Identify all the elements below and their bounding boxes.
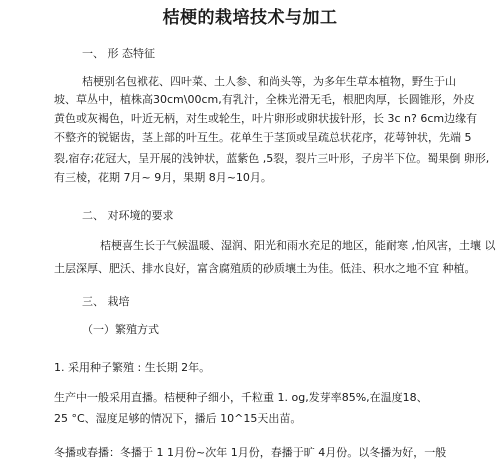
paragraph-line: 1. 采用种子繁殖 : 生长期 2年。: [54, 361, 211, 374]
section-heading-morphology: 一、 形 态特征: [82, 47, 155, 60]
paragraph-line: 黄色或灰褐色，叶近无柄，对生或轮生，叶片卵形或卵状拔针形，长 3c n? 6cm边缘有: [54, 112, 478, 125]
paragraph-line: 不整齐的锐锯齿，茎上部的叶互生。花单生于茎顶或呈疏总状花序，花萼钟状，先端 5: [54, 131, 472, 144]
paragraph-line: 桔梗喜生长于气候温暖、湿润、阳光和雨水充足的地区，能耐寒 ,怕风害，土壤 以: [100, 239, 496, 252]
paragraph-line: 25 °C、湿度足够的情况下，播后 10^15天出苗。: [54, 412, 302, 425]
paragraph-line: 土层深厚、肥沃、排水良好，富含腐殖质的砂质壤土为佳。低洼、积水之地不宜 种植。: [54, 262, 476, 275]
paragraph-line: 裂,宿存;花冠大，呈开展的浅钟状，蓝紫色 ,5裂，裂片三叶形，子房半下位。蜀果倒 卵形,: [54, 152, 490, 165]
section-heading-cultivation: 三、 栽培: [82, 295, 130, 308]
paragraph-line: 生产中一般采用直播。桔梗种子细小，千粒重 1. og,发芽率85%,在温度18、: [54, 391, 428, 404]
paragraph-line: 桔梗别名包袱花、四叶菜、土人参、和尚头等，为多年生草本植物，野生于山: [82, 75, 456, 88]
paragraph-line: 坡、草丛中，植株高30cm\00cm,有乳汁，全株光滑无毛，根肥肉厚，长圆锥形，外皮: [54, 93, 475, 106]
paragraph-line: 冬播或春播：冬播于 1 1月份~次年 1月份，春播于旷 4月份。以冬播为好，一般: [54, 446, 447, 459]
document-title: 桔梗的栽培技术与加工: [162, 8, 338, 28]
paragraph-line: 有三棱，花期 7月~ 9月，果期 8月~10月。: [54, 171, 272, 184]
subsection-heading-propagation: （一）繁殖方式: [82, 323, 159, 336]
section-heading-environment: 二、 对环境的要求: [82, 209, 174, 222]
